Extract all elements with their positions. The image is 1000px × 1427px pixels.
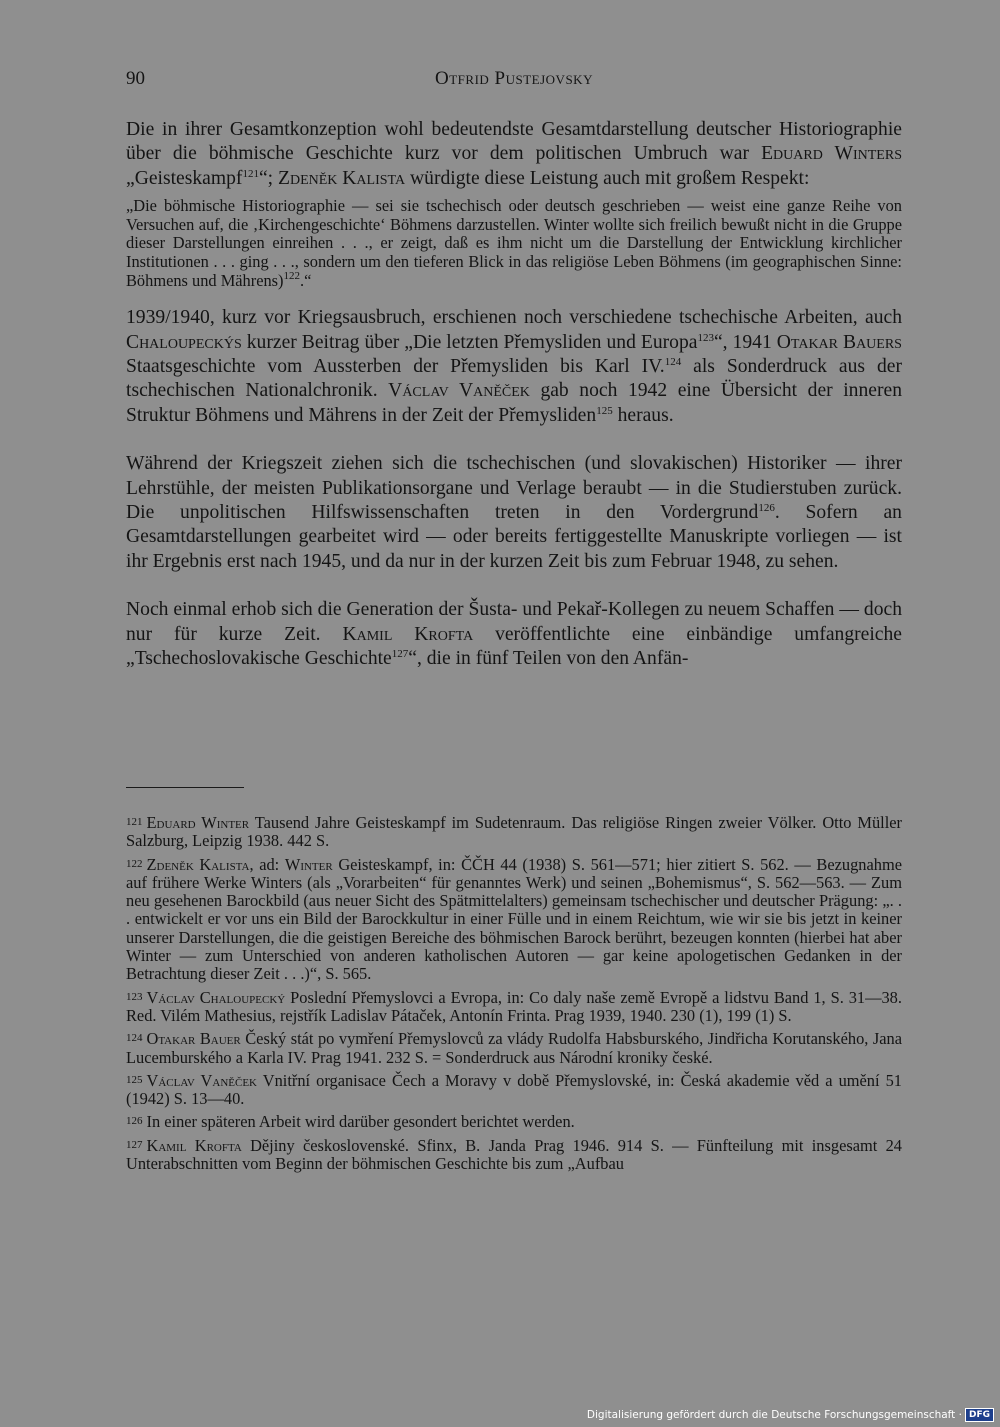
text-span: In einer späteren Arbeit wird darüber gesondert berichtet werden. xyxy=(146,1112,575,1132)
text-span: “; xyxy=(258,167,278,189)
author-name: Václav Vaněček xyxy=(388,380,530,402)
text-span: “, die in fünf Teilen von den Anfän- xyxy=(408,648,689,670)
text-span: veröffentlichte eine einbändige umfangreiche „Tschechoslovakische Geschichte xyxy=(126,623,902,670)
text-span: Český stát po vymření Přemyslovců za vlády Rudolfa Habsburského, Jindřicha Korutanského, Jana Lucemburského a Karla IV. Prag 1941. 232 S. = Sonderdruck aus Národní kroniky české. xyxy=(126,1029,902,1067)
footnote-number: 123 xyxy=(126,990,143,1003)
text-span: würdigte diese Leistung auch mit großem Respekt: xyxy=(405,167,810,189)
footnote-number: 126 xyxy=(126,1115,143,1128)
author-name: Winter xyxy=(284,854,333,874)
text-span: Geisteskampf, in: ČČH 44 (1938) S. 561—571; hier zitiert S. 562. — Bezugnahme auf frühere Werke Winters (als „Vorarbeiten“ für genanntes Werk) und seinen „Bohemismus“, S. 562—563. — Zum neu gesehenen Barockbild (aus neuer Sicht des Spätmittelalters) gemeinsam tschechischer und deutscher Prägung: „. . . entwickelt er vor uns ein Bild der Barockkultur in einer Fülle und in einem Reichtum, wie wir sie bis jetzt in keiner unserer Darstellungen, die die geistigen Bereiche des böhmischen Barock berührt, bezeugen konnten (hierbei hat aber Winter — zum Unterschied von anderen katholischen Autoren — gar keine apologetischen Gedanken in der Betrachtung dieser Zeit . . .)“, S. 565. xyxy=(126,854,902,984)
footnote-122 xyxy=(126,855,902,984)
author-name: Eduard Winters xyxy=(761,143,902,165)
text-span: „Die böhmische Historiographie — sei sie tschechisch oder deutsch geschrieben — weist eine ganze Reihe von Versuchen auf, die ‚Kirchengeschichte‘ Böhmens darzustellen. Winter wollte sich freilich bewußt nicht in die Gruppe dieser Darstellungen einreihen . . ., er zeigt, daß es ihm nicht um die Darstellung der Entwicklung kirchlicher Institutionen . . . ging . . ., sondern um den tieferen Blick in das religiöse Leben Böhmens (im geographischen Sinne: Böhmens und Mährens) xyxy=(126,196,902,290)
footnote-ref: 126 xyxy=(758,502,775,515)
author-name: Zdeněk Kalista xyxy=(146,854,250,874)
footnote-ref: 122 xyxy=(283,269,301,282)
author-name: Zdeněk Kalista xyxy=(277,167,406,189)
footnote-number: 125 xyxy=(126,1073,143,1086)
text-span: Noch einmal erhob sich die Generation der Šusta- und Pekař-Kollegen zu neuem Schaffen — doch nur für kurze Zeit. xyxy=(126,599,902,645)
author-name: Otakar Bauers xyxy=(776,331,902,353)
author-name: Eduard Winter xyxy=(146,813,250,832)
text-span: Während der Kriegszeit ziehen sich die tschechischen (und slovakischen) Historiker — ihrer Lehrstühle, der meisten Publikationsorgane und Verlage beraubt — in die Studierstuben zurück. Die unpolitischen Hilfswissenschaften treten in den Vordergrund xyxy=(126,453,902,524)
footnote-121 xyxy=(126,813,902,851)
footnote-125 xyxy=(126,1071,902,1109)
page-header xyxy=(126,68,902,96)
text-span: heraus. xyxy=(612,404,674,426)
text-span: kurzer Beitrag über „Die letzten Přemysliden und Europa xyxy=(241,331,698,353)
footnote-127 xyxy=(126,1136,902,1174)
author-name: Václav Chaloupecký xyxy=(146,987,286,1007)
footnote-124 xyxy=(126,1029,902,1067)
running-head: Otfrid Pustejovsky xyxy=(435,68,593,89)
funding-text: Digitalisierung gefördert durch die Deutsche Forschungsgemeinschaft · xyxy=(586,1409,962,1421)
paragraph-3 xyxy=(126,452,902,574)
text-span: Die in ihrer Gesamtkonzeption wohl bedeutendste Gesamtdarstellung deutscher Historiographie über die böhmische Geschichte kurz vor dem politischen Umbruch war xyxy=(126,119,902,165)
dfg-logo-icon: DFG xyxy=(965,1408,994,1422)
author-name: Kamil Krofta xyxy=(342,623,474,645)
author-name: Kamil Krofta xyxy=(146,1135,242,1155)
text-span: als Sonderdruck aus der tschechischen Nationalchronik. xyxy=(126,356,902,402)
footnote-ref: 121 xyxy=(242,167,259,180)
text-span: Dějiny československé. Sfinx, B. Janda Prag 1946. 914 S. — Fünfteilung mit insgesamt 24 Unterabschnitten vom Beginn der böhmischen Geschichte bis zum „Aufbau xyxy=(126,1135,902,1174)
text-span: gab noch 1942 eine Übersicht der inneren Struktur Böhmens und Mährens in der Zeit der Přemysliden xyxy=(126,380,902,426)
text-span: Tausend Jahre Geisteskampf im Sudetenraum. Das religiöse Ringen zweier Völker. Otto Müller Salzburg, Leipzig 1938. 442 S. xyxy=(126,813,902,851)
footnote-ref: 124 xyxy=(664,356,682,368)
author-name: Chaloupeckýs xyxy=(126,331,242,353)
footnotes xyxy=(126,813,902,1177)
footnote-123 xyxy=(126,988,902,1026)
footnote-ref: 127 xyxy=(391,648,409,661)
main-text xyxy=(126,118,902,695)
footnote-number: 122 xyxy=(126,857,143,870)
text-span: .“ xyxy=(300,270,312,290)
text-span: “, 1941 xyxy=(713,331,777,353)
footnote-number: 127 xyxy=(126,1138,143,1151)
author-name: Václav Vaněček xyxy=(146,1070,258,1090)
footnote-ref: 125 xyxy=(596,404,613,417)
text-span: Poslední Přemyslovci a Evropa, in: Co daly naše země Evropě a lidstvu Band 1, S. 31—38. Red. Vilém Mathesius, rejstřík Ladislav Pátaček, Antonín Frinta. Prag 1939, 1940. 230 (1), 199 (1) S. xyxy=(126,987,902,1025)
text-span: 1939/1940, kurz vor Kriegsausbruch, erschienen noch verschiedene tschechische Arbeiten, auch xyxy=(126,307,902,329)
page-number: 90 xyxy=(126,68,145,89)
author-name: Otakar Bauer xyxy=(146,1029,241,1049)
text-span: . Sofern an Gesamtdarstellungen gearbeitet wird — oder bereits fertiggestellte Manuskripte vorliegen — ist ihr Ergebnis erst nach 1945, und da nur in der kurzen Zeit bis zum Februar 1948, zu sehen. xyxy=(126,502,902,572)
footnote-126 xyxy=(126,1112,902,1131)
text-span: Staatsgeschichte vom Aussterben der Přemysliden bis Karl IV. xyxy=(126,356,665,377)
text-span: , ad: xyxy=(249,854,285,874)
footnote-ref: 123 xyxy=(697,331,714,344)
footnote-number: 121 xyxy=(126,816,143,828)
footnote-number: 124 xyxy=(126,1032,143,1045)
paragraph-1 xyxy=(126,118,902,191)
paragraph-2 xyxy=(126,306,902,428)
footnote-divider xyxy=(126,787,244,788)
funding-banner xyxy=(587,1407,994,1423)
text-span: Vnitřní organisace Čech a Moravy v době Přemyslovské, in: Česká akademie věd a umění 51 (1942) S. 13—40. xyxy=(126,1070,902,1109)
paragraph-4 xyxy=(126,598,902,671)
text-span: „Geisteskampf xyxy=(126,167,243,189)
block-quote xyxy=(126,197,902,290)
